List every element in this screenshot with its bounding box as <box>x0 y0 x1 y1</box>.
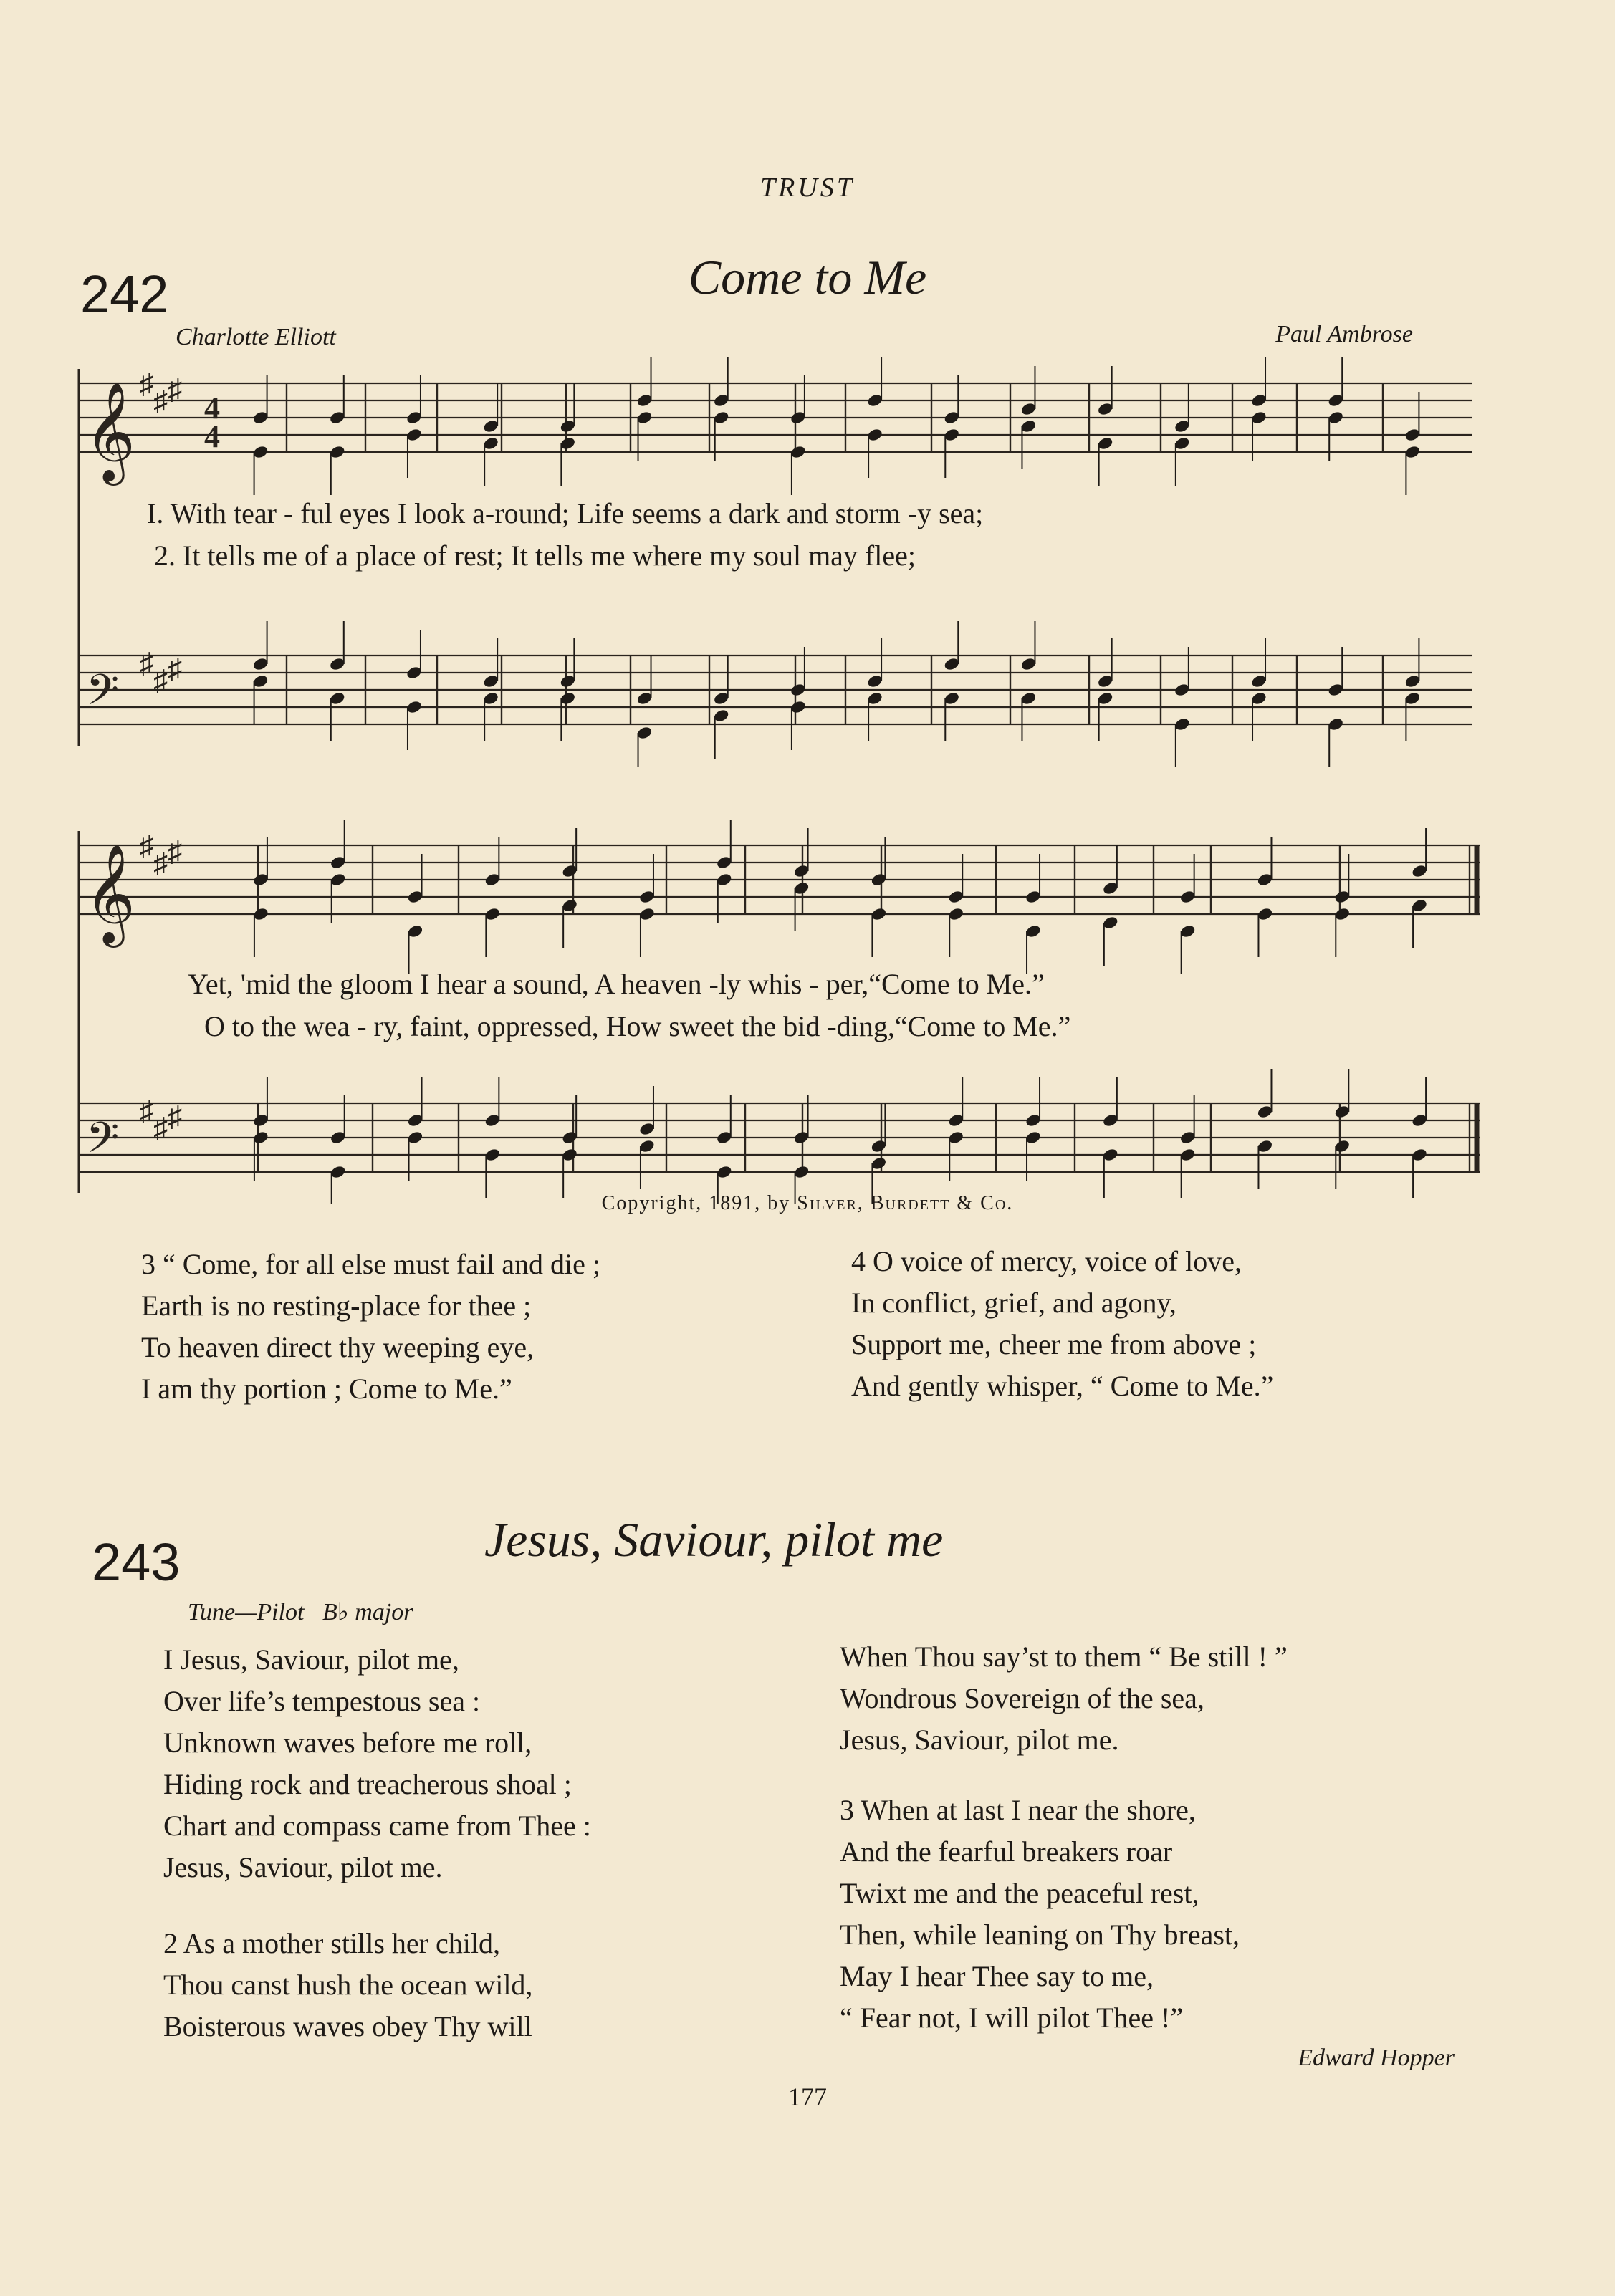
verse-line: Thou canst hush the ocean wild, <box>163 1969 533 2001</box>
verse-line: 2 As a mother stills her child, <box>163 1927 500 1959</box>
verse-line: Over life’s tempestous sea : <box>163 1685 481 1717</box>
verse-line: Hiding rock and treacherous shoal ; <box>163 1768 572 1800</box>
verse-line: To heaven direct thy weeping eye, <box>141 1331 535 1363</box>
lyrics-system-1-verse-2: 2. It tells me of a place of rest; It tells me where my soul may flee; <box>154 539 916 572</box>
verse-line: Unknown waves before me roll, <box>163 1726 532 1759</box>
hymn-243-author: Edward Hopper <box>1298 2045 1455 2071</box>
verse-line: And gently whisper, “ Come to Me.” <box>851 1370 1274 1402</box>
sharp-sign: ♯ <box>153 385 168 417</box>
section-heading: TRUST <box>760 173 855 203</box>
verse-line: Then, while leaning on Thy breast, <box>840 1918 1240 1951</box>
verse-line: I am thy portion ; Come to Me.” <box>141 1373 512 1405</box>
lyrics-system-2-verse-2: O to the wea - ry, faint, oppressed, How sweet the bid -ding,“Come to Me.” <box>204 1010 1071 1042</box>
stanza-243-2-continued <box>840 1636 1288 1761</box>
stanza-243-2 <box>163 1923 532 2047</box>
verse-line: Wondrous Sovereign of the sea, <box>840 1682 1204 1714</box>
sharp-sign: ♯ <box>153 847 168 879</box>
page-number: 177 <box>788 2083 827 2111</box>
verse-line: Twixt me and the peaceful rest, <box>840 1877 1199 1909</box>
sharp-sign: ♯ <box>139 1095 153 1127</box>
hymn-number-242: 242 <box>80 264 169 324</box>
copyright-prefix: Copyright, 1891, by <box>601 1192 791 1214</box>
copyright-notice <box>0 1192 1615 1215</box>
lyrics-system-1-verse-1: I. With tear - ful eyes I look a-round; Life seems a dark and storm -y sea; <box>147 497 984 529</box>
sharp-sign: ♯ <box>168 653 182 685</box>
sharp-sign: ♯ <box>168 835 182 868</box>
stanza-243-3 <box>840 1790 1240 2039</box>
sharp-sign: ♯ <box>153 1112 168 1144</box>
sharp-sign: ♯ <box>139 830 153 862</box>
verse-line: Jesus, Saviour, pilot me. <box>840 1724 1119 1756</box>
verse-line: Boisterous waves obey Thy will <box>163 2010 532 2042</box>
sharp-sign: ♯ <box>139 368 153 400</box>
sharp-sign: ♯ <box>168 1100 182 1133</box>
verse-line: 3 When at last I near the shore, <box>840 1794 1196 1826</box>
verse-line: In conflict, grief, and agony, <box>851 1287 1176 1319</box>
verse-line: When Thou say’st to them “ Be still ! ” <box>840 1641 1288 1673</box>
hymn-number-243: 243 <box>92 1532 181 1592</box>
stanza-242-4 <box>851 1241 1273 1407</box>
verse-line: 3 “ Come, for all else must fail and die ; <box>141 1248 600 1280</box>
verse-line: Support me, cheer me from above ; <box>851 1328 1257 1360</box>
bass-clef: 𝄢 <box>86 665 120 725</box>
verse-line: Chart and compass came from Thee : <box>163 1810 591 1842</box>
verse-line: “ Fear not, I will pilot Thee !” <box>840 2002 1184 2034</box>
sharp-sign: ♯ <box>153 664 168 696</box>
copyright-publisher: Silver, Burdett & Co. <box>797 1192 1014 1214</box>
sharp-sign: ♯ <box>139 647 153 679</box>
time-signature: 4 <box>204 419 220 454</box>
verse-line: 4 O voice of mercy, voice of love, <box>851 1245 1242 1277</box>
verse-line: Jesus, Saviour, pilot me. <box>163 1851 443 1883</box>
music-composer: Paul Ambrose <box>1275 321 1413 347</box>
verse-line: I Jesus, Saviour, pilot me, <box>163 1643 459 1676</box>
verse-line: And the fearful breakers roar <box>840 1835 1173 1868</box>
hymn-title-243: Jesus, Saviour, pilot me <box>484 1512 944 1567</box>
treble-clef: 𝄞 <box>85 844 135 943</box>
sharp-sign: ♯ <box>168 373 182 405</box>
stanza-243-1 <box>163 1639 591 1888</box>
tune-label: Tune—Pilot <box>188 1599 305 1625</box>
verse-line: May I hear Thee say to me, <box>840 1960 1154 1992</box>
stanza-242-3 <box>141 1244 600 1410</box>
treble-clef: 𝄞 <box>85 382 135 481</box>
time-signature: 4 <box>204 390 220 426</box>
tune-key: B♭ major <box>322 1599 413 1625</box>
verse-line: Earth is no resting-place for thee ; <box>141 1289 532 1322</box>
words-author: Charlotte Elliott <box>176 324 336 350</box>
tune-info <box>188 1598 413 1626</box>
lyrics-system-2-verse-1: Yet, 'mid the gloom I hear a sound, A heaven -ly whis - per,“Come to Me.” <box>188 968 1045 1000</box>
hymn-title-242: Come to Me <box>688 250 927 304</box>
bass-clef: 𝄢 <box>86 1113 120 1173</box>
